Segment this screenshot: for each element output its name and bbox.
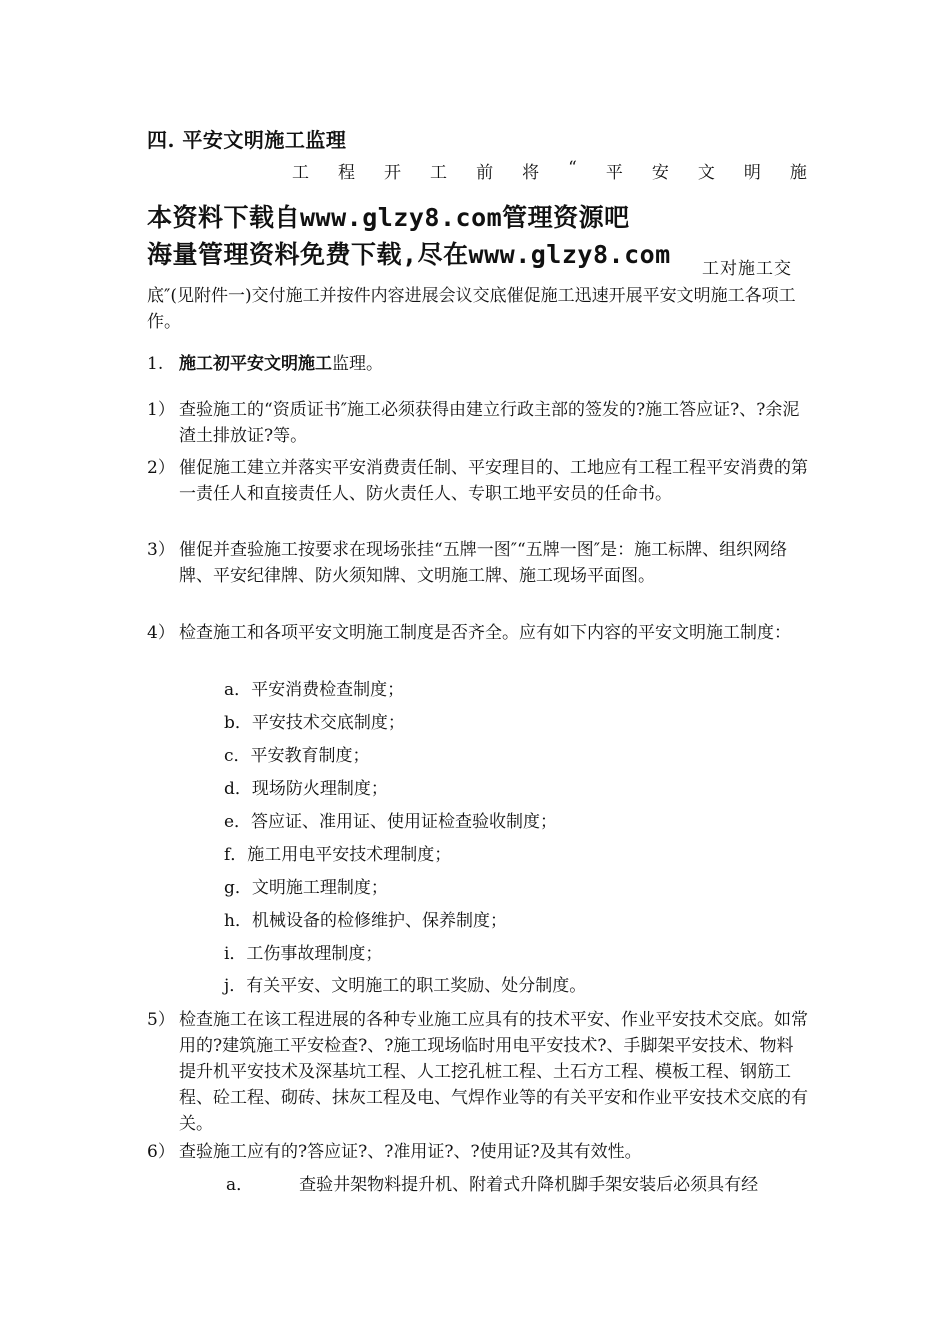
sub-list-item: h．机械设备的检修维护、保养制度； (224, 911, 507, 931)
list-item-text: 检查施工和各项平安文明施工制度是否齐全。应有如下内容的平安文明施工制度： (179, 623, 791, 643)
list-item (147, 537, 809, 589)
spaced-char: 程 (338, 163, 356, 183)
list-item-text: 检查施工在该工程进展的各种专业施工应具有的技术平安、作业平安技术交底。如常用的?建筑施工平安检查?、?施工现场临时用电平安技术?、手脚架平安技术、物料提升机平安技术及深基坑工程、人工挖孔桩工程、土石方工程、模板工程、钢筋工程、砼工程、砌砖、抹灰工程及电、气焊作业等的有关平安和作业平安技术交底的有关。 (179, 1010, 808, 1134)
spaced-char: 安 (651, 163, 669, 183)
list-item-number: 2） (147, 458, 175, 478)
list-item-text: 催促施工建立并落实平安消费责任制、平安理目的、工地应有工程工程平安消费的第一责任人和直接责任人、防火责任人、专职工地平安员的任命书。 (179, 458, 808, 504)
sub-list-item: b．平安技术交底制度； (224, 713, 405, 733)
spaced-char: 工 (292, 163, 309, 183)
list-item (147, 620, 809, 646)
list-item (147, 1007, 809, 1137)
list-item-number: 3） (147, 540, 175, 560)
sub-list-item: j．有关平安、文明施工的职工奖励、处分制度。 (224, 976, 587, 996)
list-item-number: 4） (147, 623, 175, 643)
spaced-text-line (292, 158, 807, 183)
spaced-char: “ (568, 158, 577, 178)
intro-paragraph: 底″(见附件一)交付施工并按件内容进展会议交底催促施工迅速开展平安文明施工各项工作。 (147, 286, 796, 332)
list-item-text: 查验施工的“资质证书″施工必须获得由建立行政主部的签发的?施工答应证?、?余泥渣土排放证?等。 (179, 400, 800, 446)
line-tail-text: 工对施工交 (702, 259, 792, 279)
section-heading: 四. 平安文明施工监理 (147, 128, 347, 152)
spaced-char: 前 (476, 163, 494, 183)
sub-list-item: f．施工用电平安技术理制度； (224, 845, 452, 865)
list-item (147, 1139, 809, 1165)
spaced-char: 明 (743, 163, 761, 183)
list-item-number: 6） (147, 1142, 175, 1162)
list-item (147, 455, 809, 507)
list-item-number: 5） (147, 1010, 175, 1030)
section-number: 1. (147, 354, 164, 374)
sub-list-item: d．现场防火理制度； (224, 779, 388, 799)
section-title-bold: 施工初平安文明施工 (179, 354, 332, 374)
list-item-text: 查验施工应有的?答应证?、?准用证?、?使用证?及其有效性。 (179, 1142, 642, 1162)
sub-list-item: e．答应证、准用证、使用证检查验收制度； (224, 812, 558, 832)
list-item-text: 催促并查验施工按要求在现场张挂“五牌一图″“五牌一图″是：施工标牌、组织网络牌、平安纪律牌、防火须知牌、文明施工牌、施工现场平面图。 (179, 540, 788, 586)
sub-list-item: i．工伤事故理制度； (224, 944, 383, 964)
spaced-char: 文 (697, 163, 715, 183)
spaced-char: 平 (605, 163, 623, 183)
list-item (147, 397, 809, 449)
watermark-line-2: 海量管理资料免费下载,尽在www.glzy8.com (147, 240, 671, 269)
sub-list-item-label: a． (226, 1175, 254, 1195)
spaced-char: 将 (522, 163, 540, 183)
sub-list-item: a．平安消费检查制度； (224, 680, 405, 700)
spaced-char: 开 (384, 163, 402, 183)
sub-list-item: g．文明施工理制度； (224, 878, 388, 898)
watermark-line-1: 本资料下载自www.glzy8.com管理资源吧 (147, 203, 630, 232)
list-item-number: 1） (147, 400, 175, 420)
section-1-heading (147, 351, 809, 377)
spaced-char: 工 (430, 163, 448, 183)
sub-list-item-text: 查验井架物料提升机、附着式升降机脚手架安装后必须具有经 (299, 1175, 759, 1195)
spaced-char: 施 (789, 163, 807, 183)
section-title-rest: 监理。 (332, 354, 383, 374)
sub-list-item: c．平安教育制度； (224, 746, 370, 766)
sub-list-item-last (226, 1172, 758, 1198)
